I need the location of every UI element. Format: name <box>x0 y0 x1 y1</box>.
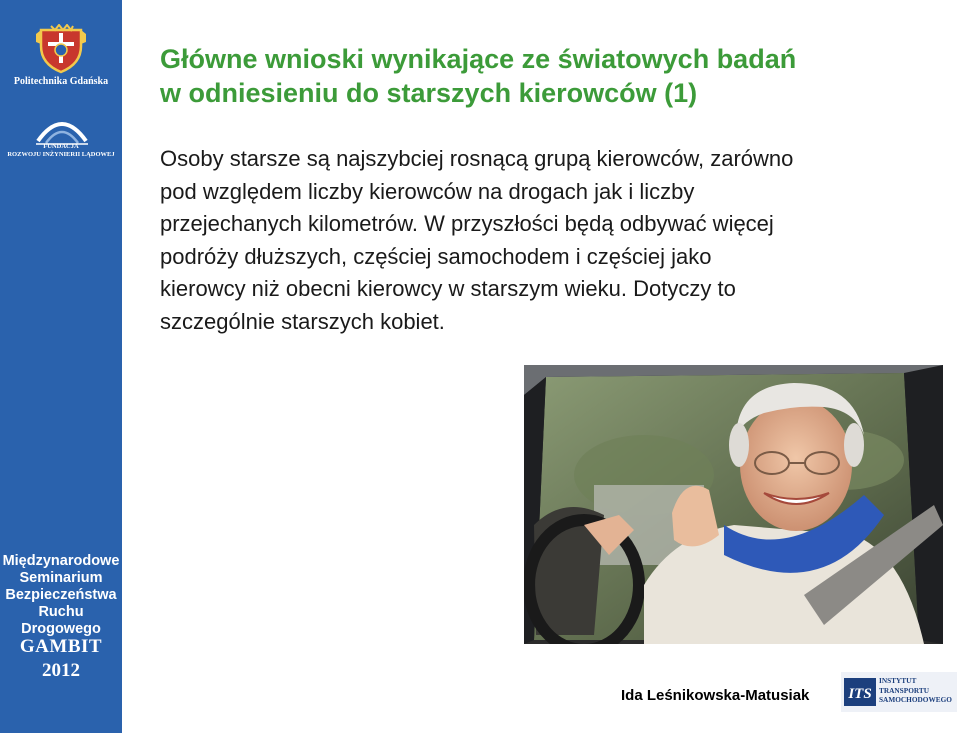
slide-title <box>160 42 940 110</box>
event-year: 2012 <box>42 660 80 681</box>
slide-title-line: w odniesieniu do starszych kierowców (1) <box>160 78 698 108</box>
event-name: GAMBIT <box>19 636 103 657</box>
its-name-line: INSTYTUT <box>879 676 917 685</box>
elderly-driver-photo <box>524 365 943 644</box>
body-line: podróży dłuższych, częściej samochodem i częściej jako <box>160 243 712 269</box>
body-line: Osoby starsze są najszybciej rosnącą grupą kierowców, zarówno <box>160 146 794 171</box>
slide-title-line: Główne wnioski wynikające ze światowych badań <box>160 44 797 74</box>
sidebar <box>0 0 122 733</box>
foundation-name <box>4 143 118 159</box>
seminar-line: Ruchu Drogowego <box>21 604 101 637</box>
body-line: szczególnie starszych kobiet. <box>160 308 445 334</box>
university-name: Politechnika Gdańska <box>13 76 109 87</box>
body-line: pod względem liczby kierowców na drogach jak i liczby <box>160 178 695 204</box>
seminar-name <box>0 553 122 638</box>
foundation-arch-icon <box>36 113 88 147</box>
author-name: Ida Leśnikowska-Matusiak <box>621 687 810 704</box>
its-name-line: SAMOCHODOWEGO <box>879 695 952 704</box>
body-line: przejechanych kilometrów. W przyszłości będą odbywać więcej <box>160 211 774 236</box>
seminar-line: Międzynarodowe <box>2 553 120 569</box>
foundation-name-line1: FUNDACJA <box>43 143 79 150</box>
slide-body <box>160 143 950 338</box>
body-line: kierowcy niż obecni kierowcy w starszym wieku. Dotyczy to <box>160 276 736 301</box>
seminar-line: Seminarium <box>19 570 103 586</box>
seminar-line: Bezpieczeństwa <box>5 587 117 603</box>
its-name-line: TRANSPORTU <box>879 685 930 695</box>
foundation-name-line2: ROZWOJU INŻYNIERII LĄDOWEJ <box>7 151 115 158</box>
its-mark: ITS <box>848 686 872 702</box>
its-name <box>879 676 952 705</box>
university-crest-icon <box>33 24 89 76</box>
